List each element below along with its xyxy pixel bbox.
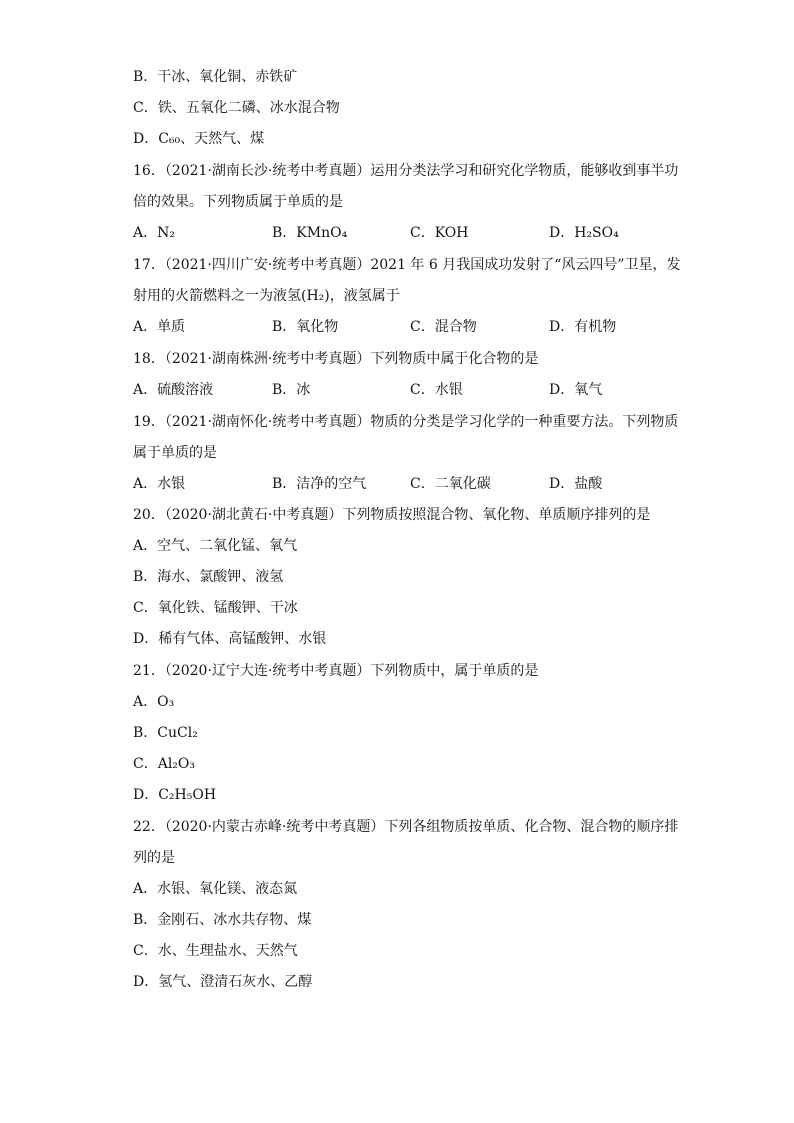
q18-option-b: B．冰 bbox=[272, 382, 311, 398]
q21-option-b: B．CuCl₂ bbox=[133, 725, 198, 741]
q20-option-d: D．稀有气体、高锰酸钾、水银 bbox=[133, 631, 327, 647]
q21-option-a: A．O₃ bbox=[133, 694, 175, 710]
q22-stem-line-2: 列的是 bbox=[133, 850, 175, 866]
q17-stem-line-2: 射用的火箭燃料之一为液氢(H₂)，液氢属于 bbox=[133, 288, 400, 304]
q17-option-a: A．单质 bbox=[133, 319, 186, 335]
q19-stem-line-2: 属于单质的是 bbox=[133, 445, 217, 461]
q19-option-a: A．水银 bbox=[133, 476, 186, 492]
q16-stem-line-2: 倍的效果。下列物质属于单质的是 bbox=[133, 194, 343, 210]
q18-option-d: D．氧气 bbox=[549, 382, 603, 398]
q15-option-b: B．干冰、氧化铜、赤铁矿 bbox=[133, 69, 298, 85]
q15-option-d: D．C₆₀、天然气、煤 bbox=[133, 131, 265, 147]
q16-stem-line-1: 16．（2021·湖南长沙·统考中考真题）运用分类法学习和研究化学物质，能够收到事半功 bbox=[133, 163, 679, 179]
q16-option-a: A．N₂ bbox=[133, 225, 175, 241]
q16-option-b: B．KMnO₄ bbox=[272, 225, 348, 241]
q18-option-c: C．水银 bbox=[410, 382, 463, 398]
q19-option-c: C．二氧化碳 bbox=[410, 476, 491, 492]
q22-option-b: B．金刚石、冰水共存物、煤 bbox=[133, 912, 312, 928]
q21-option-c: C．Al₂O₃ bbox=[133, 756, 196, 772]
q16-option-d: D．H₂SO₄ bbox=[549, 225, 619, 241]
q15-option-c: C．铁、五氧化二磷、冰水混合物 bbox=[133, 100, 340, 116]
q19-option-d: D．盐酸 bbox=[549, 476, 603, 492]
q20-option-b: B．海水、氯酸钾、液氢 bbox=[133, 569, 284, 585]
q18-stem: 18．（2021·湖南株洲·统考中考真题）下列物质中属于化合物的是 bbox=[133, 351, 539, 367]
q19-option-b: B．洁净的空气 bbox=[272, 476, 367, 492]
q19-stem-line-1: 19．（2021·湖南怀化·统考中考真题）物质的分类是学习化学的一种重要方法。下列物质 bbox=[133, 414, 679, 430]
q16-option-c: C．KOH bbox=[410, 225, 469, 241]
q17-stem-line-1: 17．（2021·四川广安·统考中考真题）2021 年 6 月我国成功发射了“风云四号”卫星，发 bbox=[133, 257, 681, 273]
q22-option-d: D．氢气、澄清石灰水、乙醇 bbox=[133, 974, 313, 990]
q21-option-d: D．C₂H₅OH bbox=[133, 787, 217, 803]
q22-option-c: C．水、生理盐水、天然气 bbox=[133, 943, 298, 959]
q20-option-c: C．氧化铁、锰酸钾、干冰 bbox=[133, 600, 298, 616]
q20-stem: 20．（2020·湖北黄石·中考真题）下列物质按照混合物、氧化物、单质顺序排列的是 bbox=[133, 507, 651, 523]
q17-option-d: D．有机物 bbox=[549, 319, 617, 335]
q18-option-a: A．硫酸溶液 bbox=[133, 382, 214, 398]
q22-stem-line-1: 22．（2020·内蒙古赤峰·统考中考真题）下列各组物质按单质、化合物、混合物的顺序排 bbox=[133, 819, 679, 835]
q17-option-b: B．氧化物 bbox=[272, 319, 339, 335]
q17-option-c: C．混合物 bbox=[410, 319, 477, 335]
q20-option-a: A．空气、二氧化锰、氧气 bbox=[133, 538, 298, 554]
q21-stem: 21．（2020·辽宁大连·统考中考真题）下列物质中，属于单质的是 bbox=[133, 663, 539, 679]
q22-option-a: A．水银、氧化镁、液态氮 bbox=[133, 881, 298, 897]
